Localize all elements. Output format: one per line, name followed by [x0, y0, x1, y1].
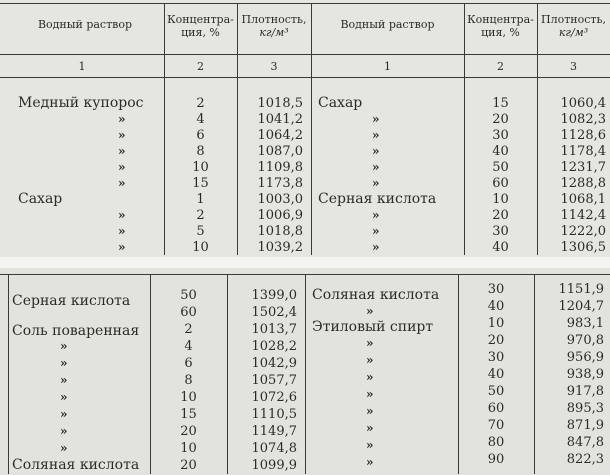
- row-conc: 5: [196, 224, 205, 239]
- header-solution: Водный раствор: [37, 18, 133, 31]
- row-dens: 895,3: [566, 401, 604, 416]
- row-conc: 30: [487, 282, 505, 297]
- row-dens: 1072,6: [251, 390, 297, 405]
- row-conc: 90: [487, 452, 505, 467]
- ditto-mark: »: [366, 404, 374, 418]
- row-conc: 20: [487, 333, 505, 348]
- header-solution-2: Водный раствор: [340, 18, 435, 31]
- row-dens: 822,3: [566, 452, 604, 467]
- ditto-mark: »: [118, 160, 126, 174]
- ditto-mark: »: [60, 390, 68, 404]
- row-dens: 917,8: [566, 384, 604, 399]
- ditto-mark: »: [60, 373, 68, 387]
- col-number: 1: [78, 60, 86, 73]
- row-dens: 1231,7: [560, 160, 606, 175]
- table-top-border: [0, 3, 610, 4]
- ditto-mark: »: [366, 455, 374, 469]
- ditto-mark: »: [60, 424, 68, 438]
- row-conc: 2: [184, 322, 193, 337]
- row-dens: 1060,4: [560, 96, 606, 111]
- table-panel-bottom: [0, 268, 610, 475]
- row-dens: 1028,2: [251, 339, 297, 354]
- ditto-mark: »: [366, 336, 374, 350]
- row-conc: 4: [184, 339, 193, 354]
- row-dens: 871,9: [566, 418, 604, 433]
- row-conc: 10: [180, 390, 197, 405]
- ditto-mark: »: [118, 128, 126, 142]
- ditto-mark: »: [366, 387, 374, 401]
- ditto-mark: »: [118, 176, 126, 190]
- row-conc: 30: [492, 128, 509, 143]
- row-dens: 1128,6: [560, 128, 606, 143]
- ditto-mark: »: [372, 176, 380, 190]
- header-density-label: Плотность,: [241, 13, 307, 26]
- col-number: 1: [384, 60, 391, 73]
- row-conc: 40: [492, 240, 509, 255]
- row-dens: 1041,2: [257, 112, 303, 127]
- row-name: Серная кислота: [318, 191, 437, 207]
- row-conc: 2: [196, 96, 205, 111]
- row-dens: 1178,4: [560, 144, 606, 159]
- row-dens: 1018,8: [257, 224, 303, 239]
- ditto-mark: »: [372, 240, 380, 254]
- row-conc: 20: [492, 112, 509, 127]
- ditto-mark: »: [366, 421, 374, 435]
- ditto-mark: »: [60, 339, 68, 353]
- row-dens: 1149,7: [251, 424, 297, 439]
- col-number: 2: [197, 60, 204, 73]
- scan-gap: [0, 257, 610, 268]
- row-conc: 50: [180, 288, 197, 303]
- row-conc: 15: [180, 407, 197, 422]
- row-conc: 30: [492, 224, 509, 239]
- row-conc: 4: [196, 112, 205, 127]
- row-conc: 15: [192, 176, 209, 191]
- row-conc: 6: [196, 128, 205, 143]
- row-dens: 1003,0: [257, 192, 303, 207]
- row-dens: 1039,2: [257, 240, 303, 255]
- row-conc: 40: [487, 299, 505, 314]
- row-conc: 8: [196, 144, 205, 159]
- row-dens: 1222,0: [560, 224, 606, 239]
- row-dens: 1099,9: [251, 458, 297, 473]
- col-number: 3: [570, 60, 577, 73]
- row-dens: 956,9: [566, 350, 604, 365]
- row-dens: 1109,8: [257, 160, 303, 175]
- row-dens: 1173,8: [257, 176, 303, 191]
- row-name: Сахар: [18, 191, 63, 207]
- row-dens: 938,9: [566, 367, 604, 382]
- row-conc: 20: [180, 458, 197, 473]
- row-conc: 70: [487, 418, 505, 433]
- row-conc: 40: [492, 144, 509, 159]
- header-density-unit-2: кг/м³: [558, 26, 589, 39]
- header-density: [237, 13, 311, 39]
- ditto-mark: »: [366, 370, 374, 384]
- row-dens: 1306,5: [560, 240, 606, 255]
- row-dens: 1068,1: [560, 192, 606, 207]
- row-dens: 1110,5: [251, 407, 297, 422]
- ditto-mark: »: [372, 208, 380, 222]
- col-number-separator: [0, 77, 610, 78]
- row-conc: 60: [487, 401, 505, 416]
- ditto-mark: »: [372, 112, 380, 126]
- row-name: Сахар: [318, 95, 363, 111]
- header-concentration-2: Концентра-ция, %: [467, 13, 534, 39]
- row-dens: 1288,8: [560, 176, 606, 191]
- ditto-mark: »: [118, 208, 126, 222]
- ditto-mark: »: [60, 407, 68, 421]
- row-dens: 1042,9: [251, 356, 297, 371]
- row-conc: 20: [180, 424, 197, 439]
- row-name: Этиловый спирт: [312, 319, 434, 335]
- row-dens: 1502,4: [251, 305, 297, 320]
- ditto-mark: »: [60, 441, 68, 455]
- row-dens: 1082,3: [560, 112, 606, 127]
- row-name: Медный купорос: [18, 95, 144, 111]
- ditto-mark: »: [372, 144, 380, 158]
- row-conc: 40: [487, 367, 505, 382]
- header-density-label-2: Плотность,: [541, 13, 606, 26]
- row-dens: 1399,0: [251, 288, 297, 303]
- row-dens: 1064,2: [257, 128, 303, 143]
- row-dens: 1057,7: [251, 373, 297, 388]
- header-density-2: [537, 13, 610, 39]
- ditto-mark: »: [118, 240, 126, 254]
- row-name: Соль поваренная: [12, 323, 140, 339]
- ditto-mark: »: [366, 304, 374, 318]
- col-divider: [311, 3, 312, 255]
- row-conc: 1: [196, 192, 205, 207]
- col-number: 2: [497, 60, 504, 73]
- row-conc: 10: [192, 240, 209, 255]
- row-conc: 20: [492, 208, 509, 223]
- row-conc: 50: [492, 160, 509, 175]
- row-name: Соляная кислота: [12, 457, 140, 473]
- ditto-mark: »: [372, 224, 380, 238]
- row-conc: 2: [196, 208, 205, 223]
- row-dens: 1074,8: [251, 441, 297, 456]
- row-conc: 60: [180, 305, 197, 320]
- ditto-mark: »: [118, 224, 126, 238]
- row-conc: 60: [492, 176, 509, 191]
- row-dens: 983,1: [566, 316, 604, 331]
- header-density-unit: кг/м³: [259, 26, 289, 39]
- row-dens: 1018,5: [257, 96, 303, 111]
- header-concentration: Концентра-ция, %: [167, 13, 234, 39]
- row-conc: 10: [492, 192, 509, 207]
- row-name: Соляная кислота: [312, 287, 440, 303]
- row-dens: 1006,9: [257, 208, 303, 223]
- row-conc: 8: [184, 373, 193, 388]
- ditto-mark: »: [118, 144, 126, 158]
- row-name: Серная кислота: [12, 293, 131, 309]
- row-conc: 15: [492, 96, 509, 111]
- header-separator: [0, 54, 610, 55]
- ditto-mark: »: [118, 112, 126, 126]
- ditto-mark: »: [366, 438, 374, 452]
- row-conc: 10: [192, 160, 209, 175]
- row-conc: 30: [487, 350, 505, 365]
- row-conc: 80: [487, 435, 505, 450]
- ditto-mark: »: [366, 353, 374, 367]
- ditto-mark: »: [60, 356, 68, 370]
- col-divider: [8, 274, 9, 474]
- row-dens: 1087,0: [257, 144, 303, 159]
- row-conc: 50: [487, 384, 505, 399]
- row-conc: 10: [487, 316, 505, 331]
- row-dens: 1013,7: [251, 322, 297, 337]
- row-dens: 847,8: [566, 435, 604, 450]
- ditto-mark: »: [372, 128, 380, 142]
- row-conc: 6: [184, 356, 193, 371]
- row-dens: 1142,4: [560, 208, 606, 223]
- row-conc: 10: [180, 441, 197, 456]
- row-dens: 970,8: [566, 333, 604, 348]
- row-dens: 1204,7: [558, 299, 604, 314]
- row-dens: 1151,9: [558, 282, 604, 297]
- col-divider: [305, 274, 306, 474]
- col-number: 3: [270, 60, 278, 73]
- ditto-mark: »: [372, 160, 380, 174]
